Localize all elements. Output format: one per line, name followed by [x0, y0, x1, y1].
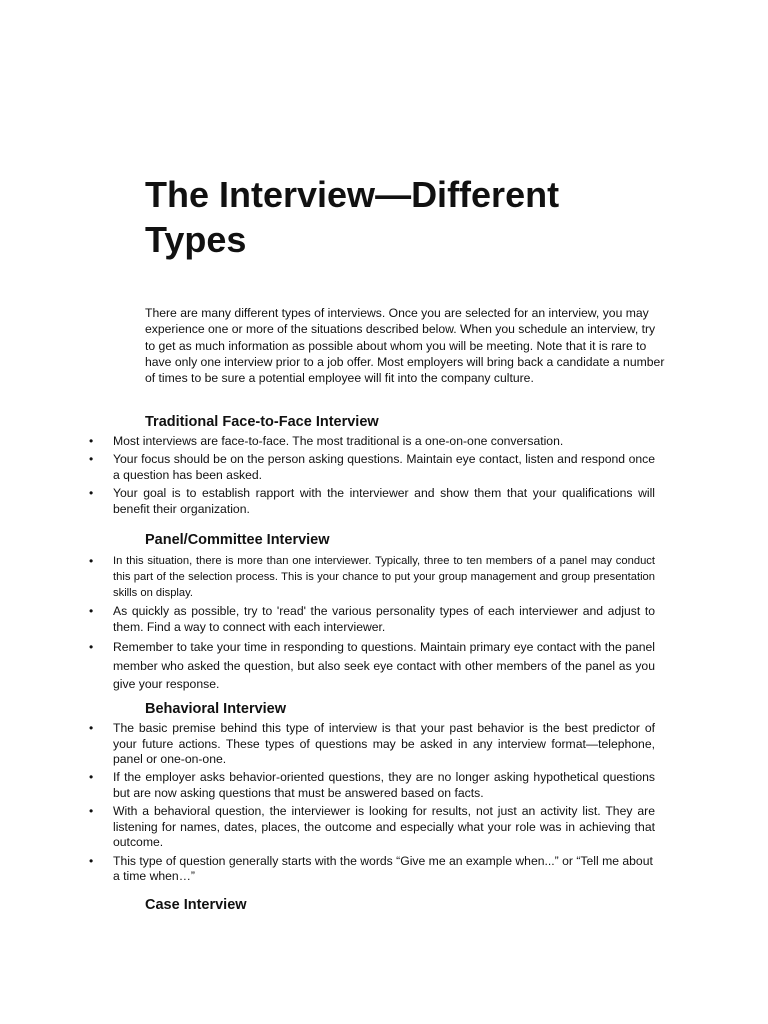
- bullet-icon: •: [89, 485, 94, 500]
- list-item: [0, 553, 655, 602]
- list-item: [0, 434, 655, 450]
- list-item: [0, 486, 655, 517]
- bullet-icon: •: [89, 434, 94, 448]
- list-item: [0, 604, 655, 635]
- bullet-icon: •: [89, 604, 94, 619]
- bullet-text: As quickly as possible, try to 'read' the various personality types of each interviewer and adjust to them. Find a way to connect with each interviewer.: [113, 604, 655, 634]
- bullet-text: Your focus should be on the person asking questions. Maintain eye contact, listen and respond once a question has been asked.: [113, 452, 655, 482]
- section-heading: Traditional Face-to-Face Interview: [145, 414, 379, 430]
- bullet-list: [0, 553, 768, 696]
- bullet-list: [0, 434, 768, 520]
- list-item: [0, 770, 655, 801]
- bullet-text: If the employer asks behavior-oriented questions, they are no longer asking hypothetical questions but are now asking questions that must be answered based on facts.: [113, 770, 655, 800]
- bullet-icon: •: [89, 804, 94, 819]
- bullet-text: This type of question generally starts with the words “Give me an example when...” or “Tell me about a time when…”: [113, 853, 653, 884]
- bullet-icon: •: [89, 721, 94, 735]
- bullet-text: With a behavioral question, the interviewer is looking for results, not just an activity list. They are listening for names, dates, places, the outcome and especially what your role was in achieving that outcome.: [113, 804, 655, 850]
- page-title: The Interview—Different Types: [145, 174, 560, 260]
- list-item: [0, 804, 655, 851]
- bullet-text: The basic premise behind this type of interview is that your past behavior is the best predictor of your future actions. These types of questions may be asked in any interview format—telephone, panel or one-on-one.: [113, 721, 655, 767]
- list-item: [0, 452, 655, 483]
- bullet-text: Most interviews are face-to-face. The most traditional is a one-on-one conversation.: [113, 434, 564, 448]
- bullet-text: In this situation, there is more than one interviewer. Typically, three to ten members of a panel may conduct this part of the selection process. This is your chance to put your group management and group presentation skills on display.: [113, 555, 655, 600]
- section-heading: Case Interview: [145, 897, 247, 913]
- bullet-text: Remember to take your time in responding to questions. Maintain primary eye contact with the panel member who asked the question, but also seek eye contact with other members of the panel as you give your response.: [113, 639, 655, 692]
- bullet-icon: •: [89, 639, 94, 654]
- bullet-icon: •: [89, 770, 94, 785]
- section-heading: Behavioral Interview: [145, 701, 287, 717]
- list-item: [0, 854, 655, 885]
- intro-paragraph: There are many different types of interviews. Once you are selected for an interview, you may experience one or more of the situations described below. When you schedule an interview, try to get as much information as possible about whom you will be meeting. Note that it is rare to have only one interview prior to a job offer. Most employers will bring back a candidate a number of times to be sure a potential employee will fit into the company culture.: [145, 306, 665, 386]
- bullet-icon: •: [89, 452, 94, 467]
- bullet-icon: •: [89, 554, 94, 568]
- list-item: [0, 721, 655, 768]
- bullet-text: Your goal is to establish rapport with the interviewer and show them that your qualifications will benefit their organization.: [113, 485, 655, 516]
- section-heading: Panel/Committee Interview: [145, 532, 330, 548]
- bullet-list: [0, 721, 768, 887]
- bullet-icon: •: [89, 853, 94, 868]
- list-item: [0, 638, 655, 694]
